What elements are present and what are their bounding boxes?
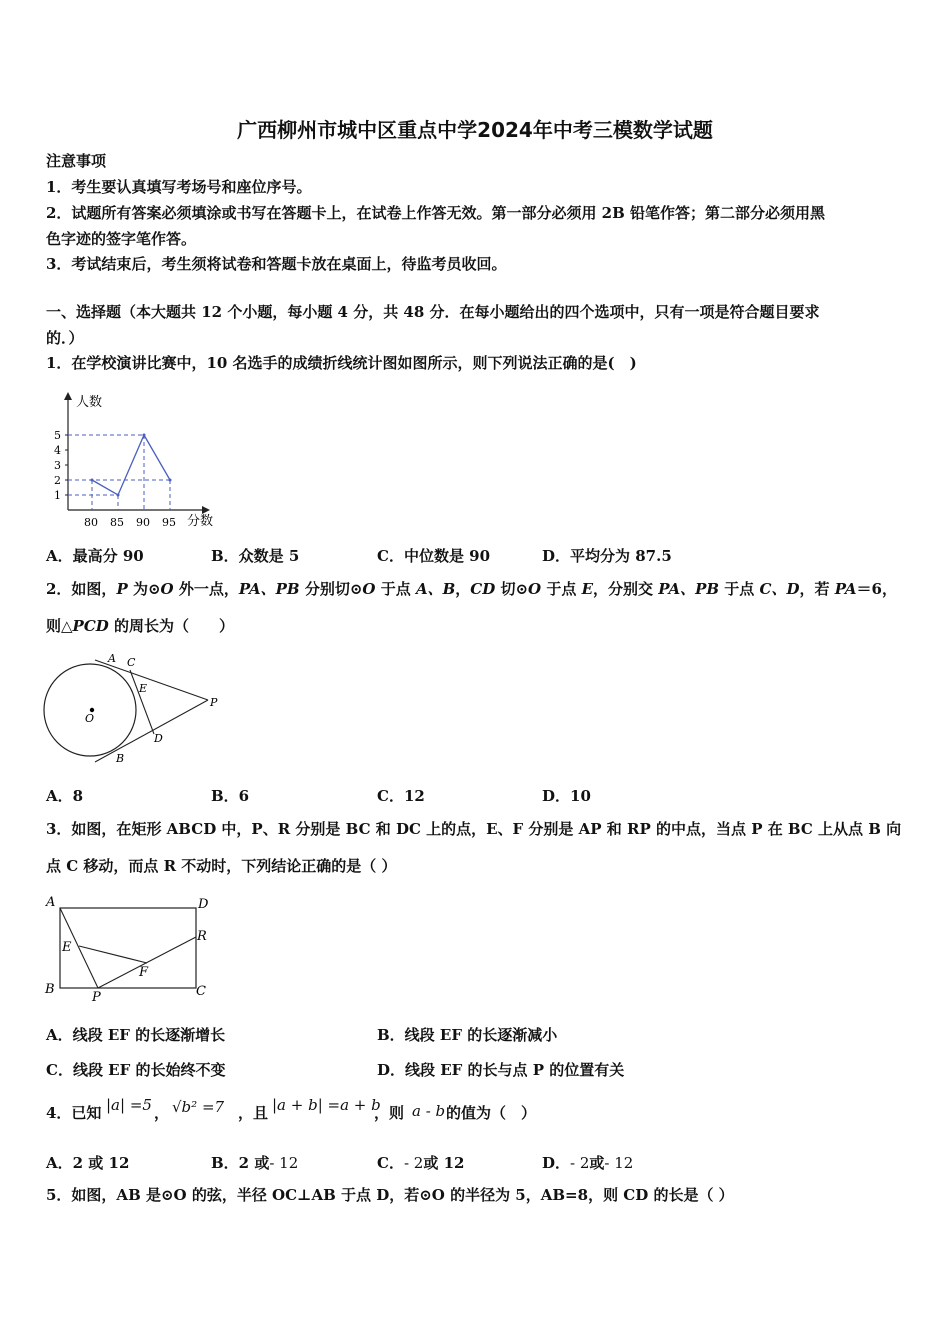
q4-then: ，则: [374, 1104, 405, 1122]
notice-item: 3．考试结束后，考生须将试卷和答题卡放在桌面上，待监考员收回。: [46, 255, 507, 273]
q1-x-arrow: [202, 506, 210, 514]
section-heading-cont: 的．）: [46, 329, 84, 347]
q1-y-arrow: [64, 392, 72, 400]
q4-option-a[interactable]: A．2 或 12: [46, 1154, 130, 1172]
q2-option-b[interactable]: B．6: [211, 787, 250, 805]
q2-diagram: [40, 650, 230, 770]
q1-series-line: [92, 435, 170, 495]
page-title: 广西柳州市城中区重点中学2024年中考三模数学试题: [237, 118, 713, 142]
q4-option-c[interactable]: C．- 2或 12: [377, 1154, 465, 1172]
q3-option-a[interactable]: A．线段 EF 的长逐渐增长: [46, 1026, 226, 1044]
notice-item: 色字迹的签字笔作答。: [46, 230, 197, 248]
q2-option-a[interactable]: A．8: [46, 787, 84, 805]
q2-tangent-pa: [95, 660, 208, 700]
q3-option-d[interactable]: D．线段 EF 的长与点 P 的位置有关: [377, 1061, 625, 1079]
section-heading: 一、选择题（本大题共 12 个小题，每小题 4 分，共 48 分．在每小题给出的四个选项中，只有一项是符合题目要求: [46, 303, 820, 321]
q3-option-c[interactable]: C．线段 EF 的长始终不变: [46, 1061, 226, 1079]
q2-option-d[interactable]: D．10: [542, 787, 591, 805]
q3-segment-ef: [79, 946, 147, 963]
q4-sqrt-b: √b² =7: [172, 1098, 225, 1116]
q1-option-a[interactable]: A．最高分 90: [46, 547, 144, 565]
q4-abs-ab: |a + b| =a + b: [272, 1096, 381, 1114]
q4-option-d[interactable]: D．- 2或- 12: [542, 1154, 634, 1172]
q4-comma: ，: [154, 1104, 170, 1122]
q3-option-b[interactable]: B．线段 EF 的长逐渐减小: [377, 1026, 558, 1044]
q1-stem: 1．在学校演讲比赛中，10 名选手的成绩折线统计图如图所示，则下列说法正确的是( ): [46, 354, 637, 372]
q1-ylabel: 人数: [76, 395, 103, 410]
q3-label-c: C: [196, 984, 206, 999]
q1-ytick-label: 5: [54, 429, 61, 442]
q4-a-minus-b: a - b: [412, 1102, 446, 1120]
q4-option-b[interactable]: B．2 或- 12: [211, 1154, 299, 1172]
q1-line-chart: [50, 388, 220, 533]
notice-item: 1．考生要认真填写考场号和座位序号。: [46, 178, 312, 196]
q2-label-a: A: [108, 652, 116, 665]
q2-stem: 2．如图，P 为⊙O 外一点，PA、PB 分别切⊙O 于点 A、B，CD 切⊙O 于点 E，分别交 PA、PB 于点 C、D，若 PA＝6，: [46, 580, 897, 598]
q2-label-e: E: [139, 682, 148, 695]
q1-xtick-label: 90: [136, 516, 150, 529]
q4-and: ，且: [238, 1104, 269, 1122]
q4-stem-prefix: 4．已知: [46, 1104, 102, 1122]
q2-option-c[interactable]: C．12: [377, 787, 425, 805]
q3-label-a: A: [46, 895, 56, 910]
q1-xtick-label: 95: [162, 516, 176, 529]
q1-xtick-label: 85: [110, 516, 124, 529]
q3-stem-line2: 点 C 移动，而点 R 不动时，下列结论正确的是（ ）: [46, 857, 397, 875]
notice-heading: 注意事项: [46, 152, 107, 170]
q3-label-e: E: [62, 940, 72, 955]
q2-label-c: C: [127, 656, 136, 669]
q1-option-d[interactable]: D．平均分为 87.5: [542, 547, 672, 565]
q2-label-o: O: [85, 712, 95, 725]
q3-label-r: R: [197, 929, 207, 944]
q4-abs-a: |a| =5: [106, 1096, 152, 1114]
q3-label-p: P: [92, 990, 101, 1005]
q3-label-f: F: [139, 965, 149, 980]
q3-label-b: B: [45, 982, 55, 997]
q2-label-b: B: [116, 752, 125, 765]
q2-tangent-pb: [95, 700, 208, 762]
q1-ytick-label: 2: [54, 474, 61, 487]
q3-label-d: D: [198, 897, 209, 912]
notice-item: 2．试题所有答案必须填涂或书写在答题卡上，在试卷上作答无效。第一部分必须用 2B 铅笔作答；第二部分必须用黑: [46, 204, 826, 222]
q1-ytick-label: 3: [54, 459, 61, 472]
q4-suffix: 的值为（ ）: [446, 1104, 537, 1122]
q2-stem-line2: 则△PCD 的周长为（ ）: [46, 617, 235, 635]
q1-xlabel: 分数: [187, 514, 214, 529]
q3-stem: 3．如图，在矩形 ABCD 中，P、R 分别是 BC 和 DC 上的点，E、F 分别是 AP 和 RP 的中点，当点 P 在 BC 上从点 B 向: [46, 820, 902, 838]
q5-stem: 5．如图，AB 是⊙O 的弦，半径 OC⊥AB 于点 D，若⊙O 的半径为 5，AB=8，则 CD 的长是（ ）: [46, 1186, 734, 1204]
q1-option-b[interactable]: B．众数是 5: [211, 547, 300, 565]
q1-option-c[interactable]: C．中位数是 90: [377, 547, 491, 565]
q2-label-d: D: [154, 732, 163, 745]
q1-xtick-label: 80: [84, 516, 98, 529]
q1-ytick-label: 1: [54, 489, 61, 502]
q1-ytick-label: 4: [54, 444, 61, 457]
q3-diagram: [40, 893, 230, 1008]
q2-label-p: P: [210, 696, 218, 709]
